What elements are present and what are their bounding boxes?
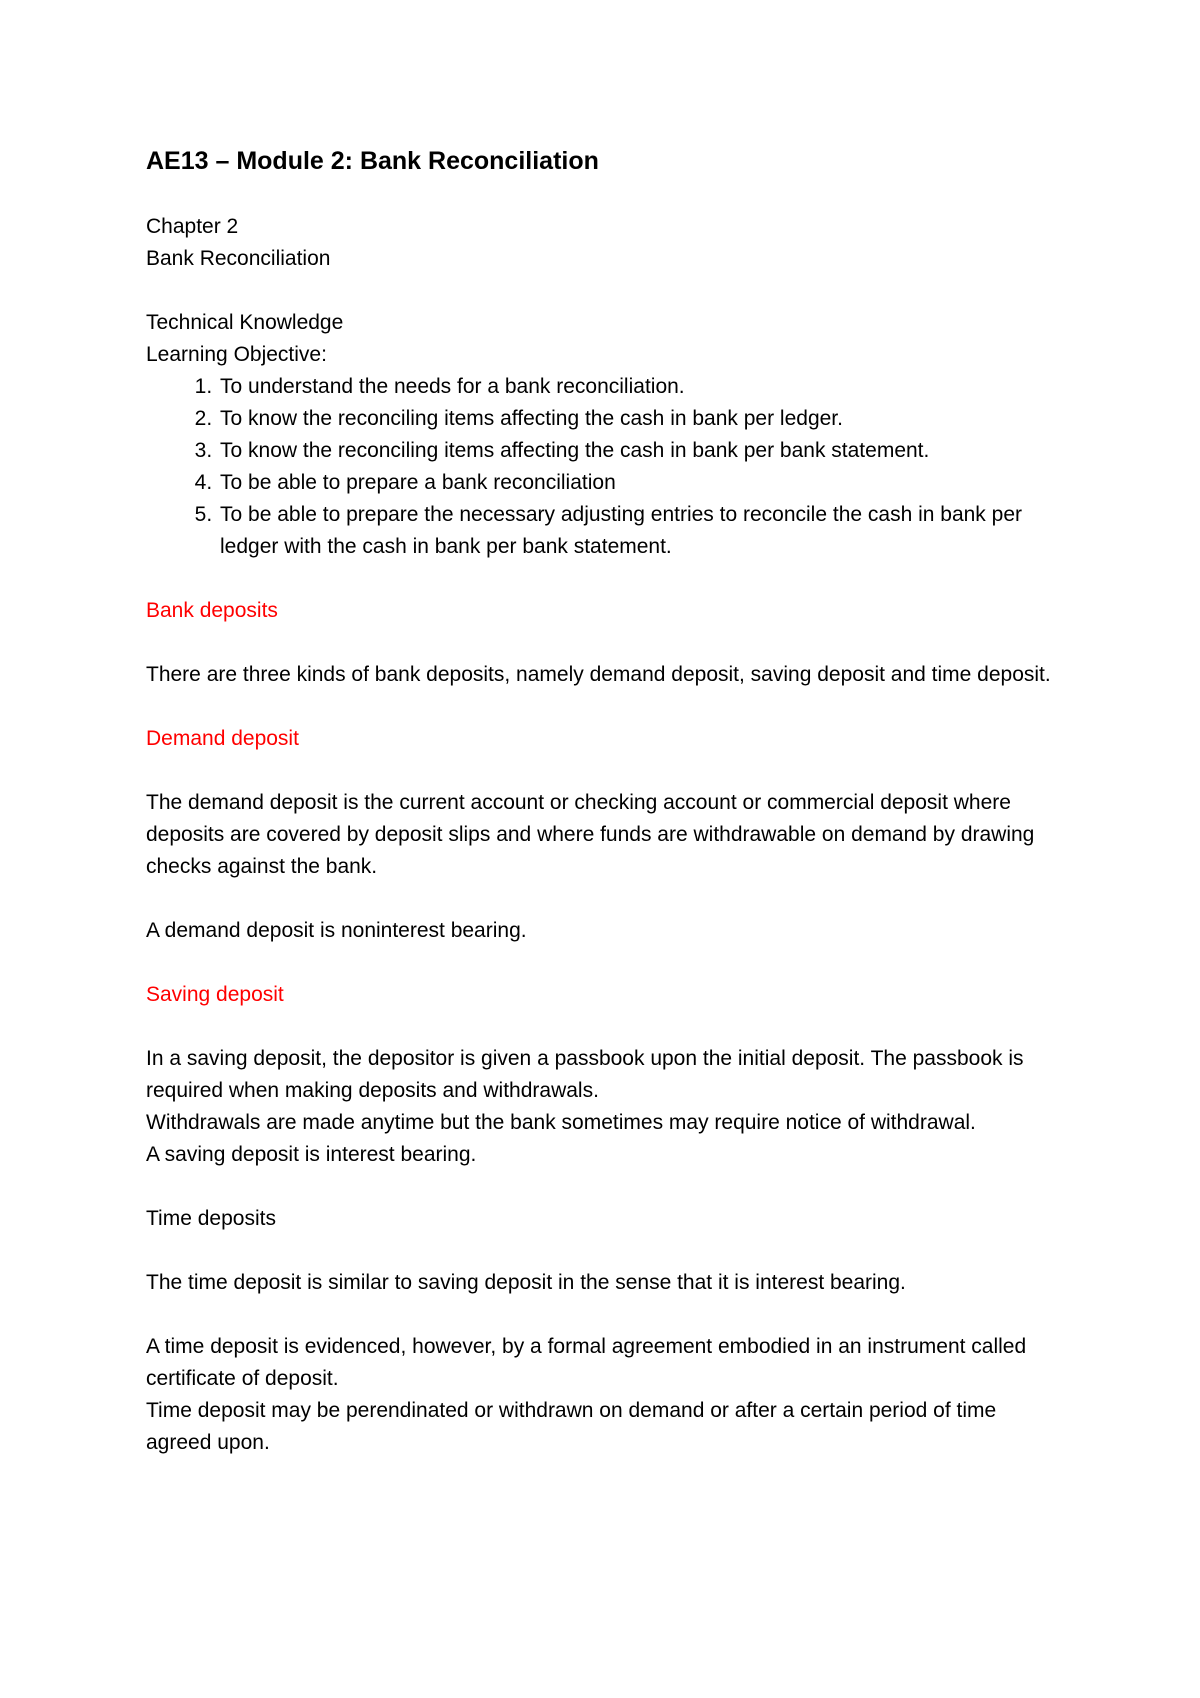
spacer [146, 883, 1066, 915]
document-content [146, 143, 1066, 1459]
saving-deposit-note: A saving deposit is interest bearing. [146, 1143, 477, 1166]
time-deposits-heading: Time deposits [146, 1207, 276, 1230]
spacer [146, 1011, 1066, 1043]
spacer [146, 563, 1066, 595]
bank-deposits-text: There are three kinds of bank deposits, namely demand deposit, saving deposit and time deposit. [146, 663, 1051, 686]
saving-deposit-heading: Saving deposit [146, 983, 284, 1006]
time-deposits-withdrawal: Time deposit may be perendinated or withdrawn on demand or after a certain period of time agreed upon. [146, 1399, 997, 1454]
bank-deposits-heading: Bank deposits [146, 599, 278, 622]
objective-item: 3. To know the reconciling items affecting the cash in bank per bank statement. [218, 435, 1066, 467]
time-deposits-certificate: A time deposit is evidenced, however, by a formal agreement embodied in an instrument called certificate of deposit. [146, 1335, 1027, 1390]
spacer [146, 627, 1066, 659]
objective-item: 2. To know the reconciling items affecting the cash in bank per ledger. [218, 403, 1066, 435]
time-deposits-text: The time deposit is similar to saving deposit in the sense that it is interest bearing. [146, 1271, 906, 1294]
spacer [146, 1171, 1066, 1203]
objective-item: 5. To be able to prepare the necessary adjusting entries to reconcile the cash in bank per ledger with the cash in bank per bank statement. [218, 499, 1066, 563]
objectives-list [146, 371, 1066, 563]
learning-objective-label: Learning Objective: [146, 343, 327, 366]
document-title: AE13 – Module 2: Bank Reconciliation [146, 147, 599, 175]
spacer [146, 275, 1066, 307]
technical-knowledge-label: Technical Knowledge [146, 311, 344, 334]
saving-deposit-withdrawals: Withdrawals are made anytime but the bank sometimes may require notice of withdrawal. [146, 1111, 976, 1134]
saving-deposit-text: In a saving deposit, the depositor is given a passbook upon the initial deposit. The passbook is required when making deposits and withdrawals. [146, 1047, 1024, 1102]
spacer [146, 1235, 1066, 1267]
spacer [146, 947, 1066, 979]
chapter-title: Bank Reconciliation [146, 247, 331, 270]
demand-deposit-heading: Demand deposit [146, 727, 299, 750]
demand-deposit-note: A demand deposit is noninterest bearing. [146, 919, 527, 942]
chapter-number: Chapter 2 [146, 215, 239, 238]
objective-item: 4. To be able to prepare a bank reconciliation [218, 467, 1066, 499]
objective-item: 1. To understand the needs for a bank reconciliation. [218, 371, 1066, 403]
spacer [146, 691, 1066, 723]
spacer [146, 1299, 1066, 1331]
demand-deposit-text: The demand deposit is the current account or checking account or commercial deposit where deposits are covered by deposit slips and where funds are withdrawable on demand by drawing checks against the bank. [146, 791, 1035, 878]
spacer [146, 755, 1066, 787]
